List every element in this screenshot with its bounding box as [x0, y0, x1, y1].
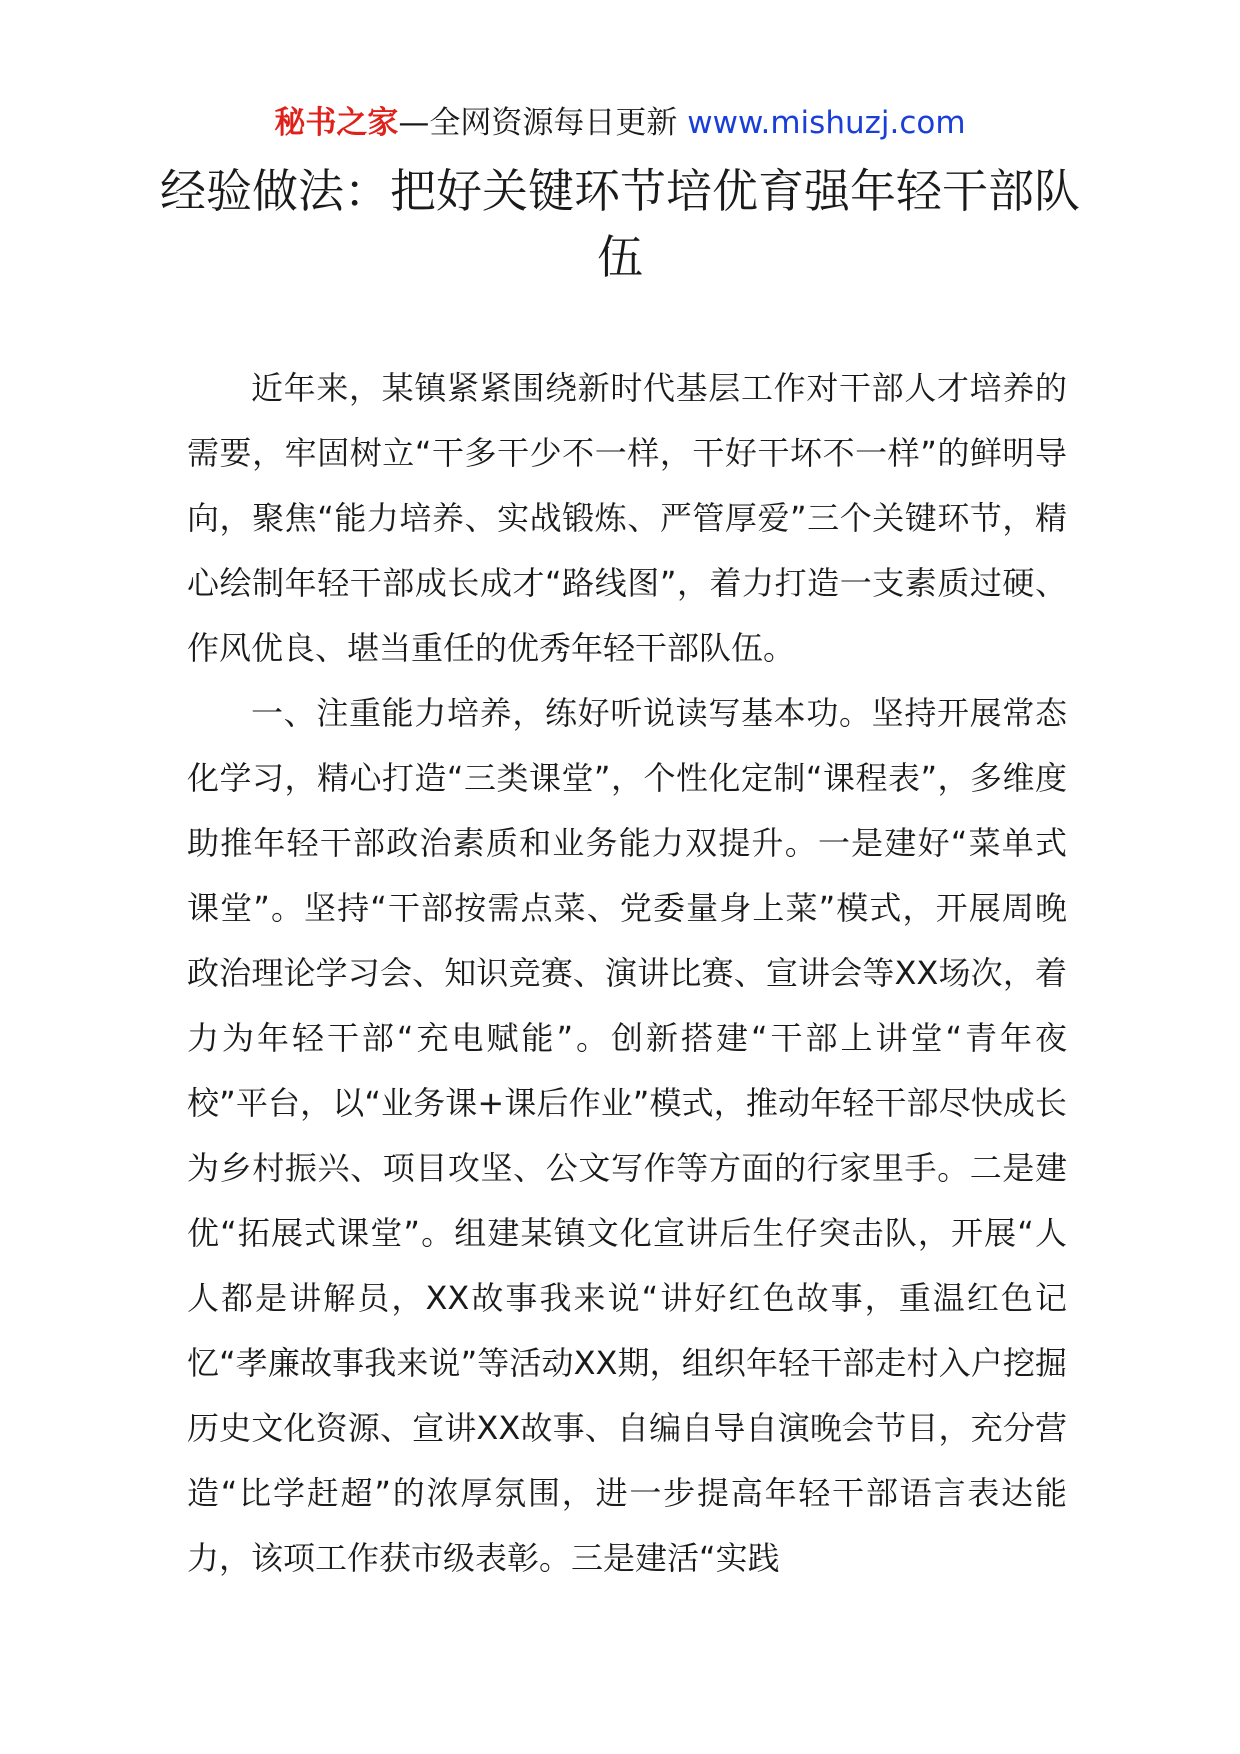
site-header-banner — [0, 100, 1240, 146]
document-body — [187, 356, 1067, 1591]
document-title: 经验做法：把好关键环节培优育强年轻干部队伍 — [160, 164, 1080, 284]
brand-name: 秘书之家 — [274, 105, 399, 141]
header-slogan: —全网资源每日更新 — [398, 105, 688, 141]
paragraph-section-one: 一、注重能力培养，练好听说读写基本功。坚持开展常态化学习，精心打造“三类课堂”，个性化定制“课程表”，多维度助推年轻干部政治素质和业务能力双提升。一是建好“菜单式课堂”。坚持“干部按需点菜、党委量身上菜”模式，开展周晚政治理论学习会、知识竞赛、演讲比赛、宣讲会等XX场次，着力为年轻干部“充电赋能”。创新搭建“干部上讲堂“青年夜校”平台，以“业务课+课后作业”模式，推动年轻干部尽快成长为乡村振兴、项目攻坚、公文写作等方面的行家里手。二是建优“拓展式课堂”。组建某镇文化宣讲后生仔突击队，开展“人人都是讲解员，XX故事我来说“讲好红色故事，重温红色记忆“孝廉故事我来说”等活动XX期，组织年轻干部走村入户挖掘历史文化资源、宣讲XX故事、自编自导自演晚会节目，充分营造“比学赶超”的浓厚氛围，进一步提高年轻干部语言表达能力，该项工作获市级表彰。三是建活“实践 — [187, 694, 1067, 1577]
site-url-link[interactable]: www.mishuzj.com — [687, 105, 966, 141]
paragraph-intro: 近年来，某镇紧紧围绕新时代基层工作对干部人才培养的需要，牢固树立“干多干少不一样，干好干坏不一样”的鲜明导向，聚焦“能力培养、实战锻炼、严管厚爱”三个关键环节，精心绘制年轻干部成长成才“路线图”，着力打造一支素质过硬、作风优良、堪当重任的优秀年轻干部队伍。 — [187, 369, 1067, 667]
